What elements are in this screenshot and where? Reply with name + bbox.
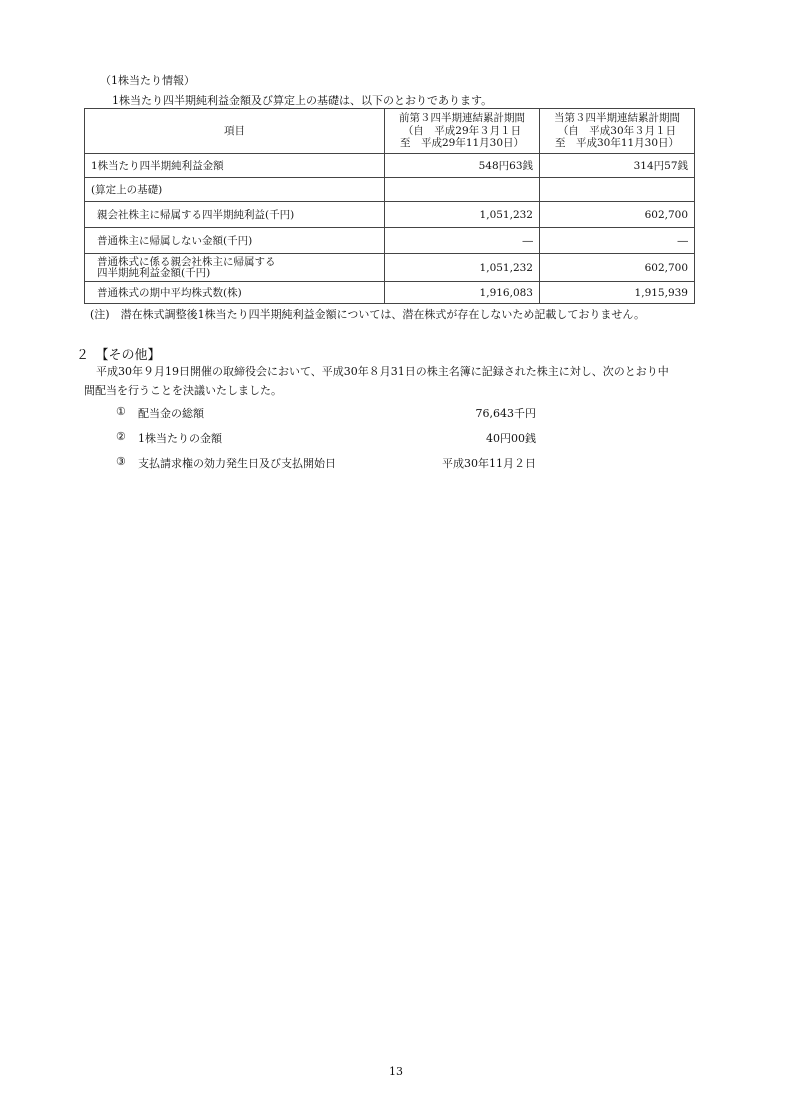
item-label: 1株当たりの金額 (138, 432, 222, 445)
page-number: 13 (389, 1065, 403, 1078)
row-value-prior: 548円63銭 (385, 154, 540, 178)
item-mark: ③ (116, 455, 126, 468)
other-heading: ２ 【その他】 (76, 348, 161, 363)
dividend-paragraph-line1: 平成30年９月19日開催の取締役会において、平成30年８月31日の株主名簿に記録された株主に対し、次のとおり中 (96, 365, 669, 378)
row-value-current: 314円57銭 (540, 154, 695, 178)
row-label: 親会社株主に帰属する四半期純利益(千円) (85, 202, 385, 228)
row-value-prior (385, 178, 540, 202)
table-row (85, 282, 695, 304)
table-row (85, 228, 695, 254)
table-note: (注) 潜在株式調整後1株当たり四半期純利益金額については、潜在株式が存在しないため記載しておりません。 (90, 308, 646, 321)
row-label: 普通株主に帰属しない金額(千円) (85, 228, 385, 254)
item-mark: ② (116, 430, 126, 443)
table-header-row (85, 109, 695, 154)
intro-text: 1株当たり四半期純利益金額及び算定上の基礎は、以下のとおりであります。 (112, 94, 493, 107)
table-row (85, 154, 695, 178)
header-prior-period: 前第３四半期連結累計期間 （自 平成29年３月１日 至 平成29年11月30日） (385, 109, 540, 154)
table-row (85, 178, 695, 202)
row-value-prior: ― (385, 228, 540, 254)
table-row (85, 202, 695, 228)
per-share-info-table (84, 108, 695, 304)
header-item: 項目 (85, 109, 385, 154)
row-value-current: 1,915,939 (540, 282, 695, 304)
row-value-prior: 1,051,232 (385, 254, 540, 282)
item-value: 平成30年11月２日 (442, 457, 536, 470)
row-value-current: 602,700 (540, 202, 695, 228)
item-value: 40円00銭 (486, 432, 536, 445)
row-label: 普通株式の期中平均株式数(株) (85, 282, 385, 304)
item-value: 76,643千円 (475, 407, 536, 420)
row-label: 1株当たり四半期純利益金額 (85, 154, 385, 178)
dividend-paragraph-line2: 間配当を行うことを決議いたしました。 (84, 384, 282, 397)
row-value-current (540, 178, 695, 202)
item-label: 支払請求権の効力発生日及び支払開始日 (138, 457, 336, 470)
row-value-current: 602,700 (540, 254, 695, 282)
table-row (85, 254, 695, 282)
row-label: 普通株式に係る親会社株主に帰属する 四半期純利益金額(千円) (85, 254, 385, 282)
row-value-current: ― (540, 228, 695, 254)
row-value-prior: 1,916,083 (385, 282, 540, 304)
header-current-period: 当第３四半期連結累計期間 （自 平成30年３月１日 至 平成30年11月30日） (540, 109, 695, 154)
section-heading: （1株当たり情報） (100, 74, 195, 87)
item-label: 配当金の総額 (138, 407, 204, 420)
row-value-prior: 1,051,232 (385, 202, 540, 228)
item-mark: ① (116, 405, 126, 418)
row-label: (算定上の基礎) (85, 178, 385, 202)
